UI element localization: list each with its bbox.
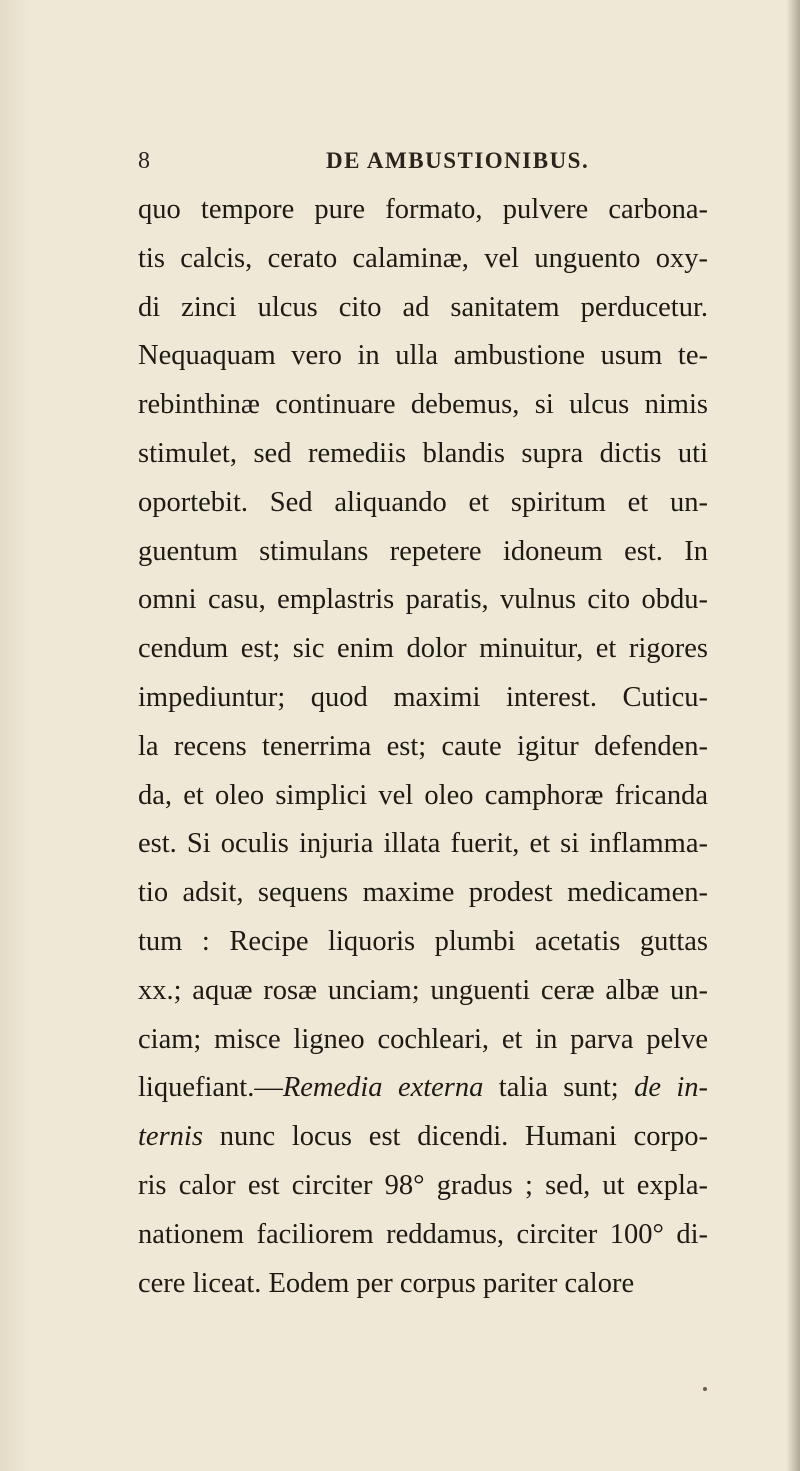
text-line: Nequaquam vero in ulla ambustione usum te- [138,340,708,372]
text-line: la recens tenerrima est; caute igitur defenden- [138,730,708,762]
running-title: DE AMBUSTIONIBUS. [326,148,590,173]
text-line: tis calcis, cerato calaminæ, vel unguento oxy- [138,242,708,274]
text-line: xx.; aquæ rosæ unciam; unguenti ceræ albæ un- [138,974,708,1006]
paper-speck [703,1387,707,1391]
text-line: tum : Recipe liquoris plumbi acetatis guttas [138,925,708,957]
italic-run: ternis [138,1121,203,1153]
text-run: nunc locus est dicendi. Humani corpo- [202,1121,708,1153]
text-line: est. Si oculis injuria illata fuerit, et si inflamma- [138,828,708,860]
text-run: talia sunt; [483,1072,635,1104]
text-line: impediuntur; quod maximi interest. Cuticu- [138,681,708,713]
text-line: oportebit. Sed aliquando et spiritum et un- [138,486,708,518]
text-line: tio adsit, sequens maxime prodest medicamen- [138,877,708,909]
body-text [138,186,708,1308]
text-line: quo tempore pure formato, pulvere carbona- [138,194,708,225]
running-head [0,146,800,176]
page-number: 8 [138,148,150,174]
text-line-mixed [138,1113,708,1162]
italic-run: Remedia externa [282,1072,484,1104]
text-line-mixed [138,1064,708,1113]
text-line: omni casu, emplastris paratis, vulnus cito obdu- [138,584,708,616]
text-line: cendum est; sic enim dolor minuitur, et rigores [138,633,708,665]
text-run: liquefiant.— [138,1072,283,1104]
text-line: rebinthinæ continuare debemus, si ulcus nimis [138,389,708,421]
text-line: nationem faciliorem reddamus, circiter 100° di- [138,1218,708,1250]
text-line: guentum stimulans repetere idoneum est. In [138,535,708,567]
text-line: cere liceat. Eodem per corpus pariter calore [138,1267,635,1299]
text-line: di zinci ulcus cito ad sanitatem perducetur. [138,291,708,323]
text-line: da, et oleo simplici vel oleo camphoræ fricanda [138,779,708,811]
text-line: ciam; misce ligneo cochleari, et in parva pelve [138,1023,708,1055]
italic-run: de in- [634,1072,708,1104]
text-line: stimulet, sed remediis blandis supra dictis uti [138,437,708,469]
text-line: ris calor est circiter 98° gradus ; sed, ut expla- [138,1169,708,1201]
